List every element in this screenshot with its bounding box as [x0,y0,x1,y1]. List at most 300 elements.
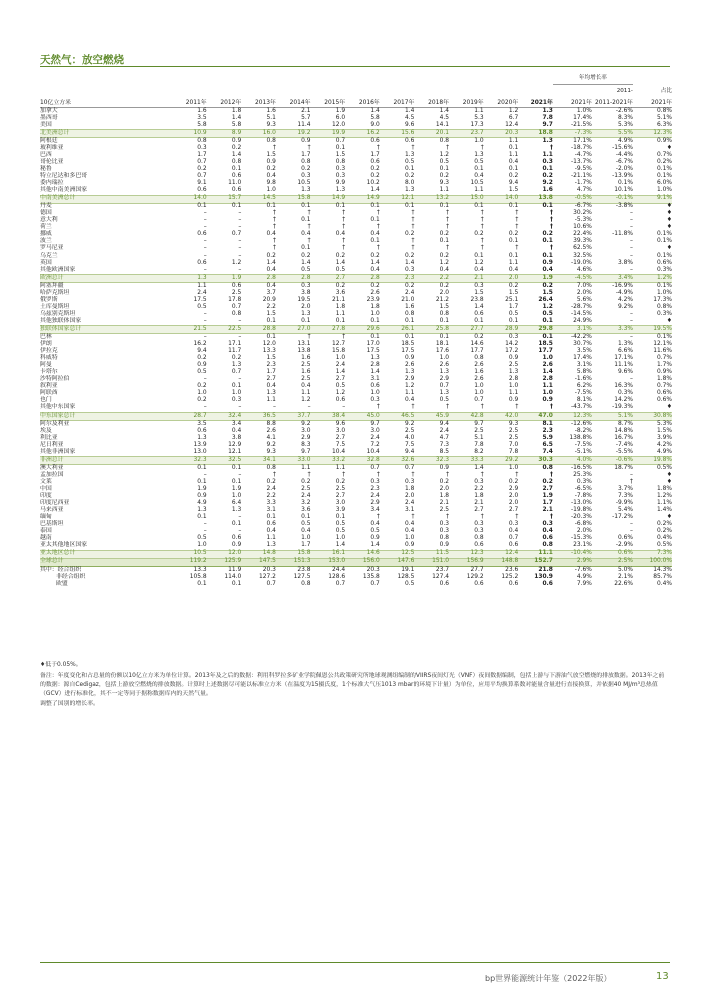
cell: 3.1 [266,507,276,514]
cell: 0.2 [405,282,415,289]
table-row [40,318,672,326]
cell: 1.6 [301,369,311,376]
cell: 0.6 [335,397,346,404]
note-legend: ♦低于0.05%。 [40,662,82,668]
cell: 0.3 [508,334,519,341]
cell: 19.5 [297,296,311,303]
row-label: 波兰 [40,238,52,245]
cell: – [238,317,242,324]
cell: – [238,471,242,478]
cell: 1.0 [474,390,484,397]
cell: 14.6 [345,550,380,558]
row-label: 也门 [40,397,52,404]
cell: 0.1 [335,514,346,521]
cell: † [272,238,276,245]
cell: 0.1 [231,203,242,210]
cell: 0.1 [508,238,519,245]
cell: 0.3 [335,172,346,179]
cell: † [342,471,346,478]
cell: 1.2% [633,275,672,283]
cell: 2.0 [439,486,450,492]
cell: 1.9 [335,107,346,114]
table-row [40,405,672,413]
cell: 0.2 [335,252,346,259]
cell: 1.0 [542,355,553,362]
cell: † [411,144,415,151]
cell: † [342,224,346,231]
cell: 2.1 [474,500,484,507]
cell: 0.1% [657,282,672,289]
cell: 1.3 [439,390,450,397]
cell: 26.1 [380,326,415,334]
cell: 9.6 [405,121,415,128]
cell: 14.3% [653,566,672,573]
row-label: 澳大利亚 [40,464,64,471]
cell: 0.2% [657,528,672,535]
cell: † [411,217,415,224]
cell: 4.7 [439,434,450,441]
cell: 2.7 [508,507,519,514]
cell: 17.8 [228,296,242,303]
note-adjust: 调整了国别的增长率。 [40,700,99,707]
cell: 0.2 [266,252,276,259]
cell: 1.8 [439,493,450,500]
cell: 0.3 [474,282,484,289]
cell: 5.1 [266,114,276,121]
cell: 15.8 [276,195,311,203]
cell: ♦ [666,203,672,210]
cell: 0.5 [405,158,415,165]
cell: † [515,224,519,231]
cell: 2.6 [370,289,380,296]
cell: 20.3 [262,566,276,573]
cell: 0.1 [508,165,519,172]
cell: 28.8 [241,326,276,334]
cell: 0.1 [370,317,380,324]
cell: -7.5% [574,441,592,448]
cell: 0.3 [370,397,380,404]
cell: 0.1 [231,464,242,471]
cell: 13.8 [297,348,311,355]
cell: 13.3 [193,566,207,573]
cell: 1.3 [231,507,242,514]
cell: 19.9 [311,130,346,138]
cell: 8.0 [405,180,415,187]
cell: 18.1 [435,341,450,348]
cell: -11.8% [612,231,633,238]
cell: 19.5% [633,326,672,334]
year-header: 2019年 [449,95,484,108]
cell: 0.8 [474,355,484,362]
cell: 13.3 [262,348,276,355]
row-label: 美国 [40,121,52,128]
cell: 0.2 [231,355,242,362]
cell: 16.1 [311,550,346,558]
cell: 2.8 [345,275,380,283]
cell: 2.4 [405,500,415,507]
cell: 0.1 [335,144,346,151]
cell: 1.4% [657,507,672,514]
cell: 6.0 [335,114,346,121]
cell: 5.8 [231,121,242,128]
cell: 0.1 [474,317,484,324]
cell: 18.5 [538,341,553,348]
cell: 0.9 [542,259,553,266]
cell: 0.5 [542,310,553,317]
cell: 17.7 [538,348,553,355]
cell: 3.7% [617,486,633,492]
table-row [40,421,672,429]
cell: 0.4 [370,231,380,238]
cell: – [203,528,207,535]
cell: † [446,224,450,231]
cell: 0.7 [197,172,207,179]
row-label: 埃及 [40,427,52,434]
cell: 0.1% [617,180,633,187]
cell: 0.1 [301,514,311,521]
cell: 10.4 [366,448,380,455]
cell: -10.4% [553,550,592,558]
cell: 2.2 [266,493,276,500]
cell: – [238,514,242,521]
cell: 6.4 [231,500,242,507]
cell: 0.6 [197,187,207,194]
cell: 9.6 [335,420,346,427]
cell: 1.1 [335,464,346,471]
cell: 1.8% [657,486,672,492]
cell: 12.9 [228,441,242,448]
cell: ♦ [666,471,672,478]
cell: 1.9 [231,486,242,492]
cell: 0.2% [657,521,672,528]
cell: 12.3% [553,412,592,420]
cell: 1.0 [474,137,484,144]
cell: 0.3 [301,282,311,289]
total-row [40,275,672,283]
cell: 0.9 [439,542,450,549]
cell: 12.0 [262,341,276,348]
cell: † [411,224,415,231]
cell: 21.0 [401,296,415,303]
total-row [40,195,672,203]
cell: 7.8 [508,448,519,455]
cell: 0.1 [335,203,346,210]
cell: 34.1 [241,457,276,465]
row-label: 卡塔尔 [40,369,58,376]
cell: 0.9 [508,397,519,404]
cell: 0.1 [266,203,276,210]
cell: 0.9 [405,542,415,549]
cell: 47.0 [518,412,553,420]
cell: 2.5 [231,289,242,296]
cell: † [549,471,553,478]
cell: 1.5% [657,427,672,434]
cell: 138.8% [569,434,592,441]
cell: 33.2 [311,457,346,465]
cell: 0.1 [474,203,484,210]
cell: -13.9% [612,172,633,179]
cell: 2.1 [439,500,450,507]
cell: 1.0 [370,310,380,317]
cell: -3.8% [615,203,633,210]
cell: 0.8 [542,464,553,471]
cell: 0.1 [508,203,519,210]
cell: 1.0 [231,390,242,397]
cell: 13.8 [518,195,553,203]
cell: 0.1 [370,217,380,224]
cell: 0.2 [370,282,380,289]
cell: 1.9 [207,275,242,283]
year-header: 2013年 [241,95,276,108]
cell: 105.8 [189,573,207,580]
cell: 0.3 [542,158,553,165]
cell: -4.5% [553,275,592,283]
cell: 0.6 [508,542,519,549]
row-label: 其他欧洲国家 [40,266,76,273]
cell: 1.3 [370,355,380,362]
cell: 0.2 [508,231,519,238]
cell: – [238,238,242,245]
cell: 0.3 [474,528,484,535]
cell: 17.0 [366,341,380,348]
cell: 0.4 [266,172,276,179]
cell: 17.5 [366,348,380,355]
share-pre: 占比 [660,88,672,95]
cell: 0.1 [197,514,207,521]
cell: 9.2 [266,441,276,448]
cell: 0.1% [657,334,672,341]
cell: 19.2 [276,130,311,138]
cell: 11.9 [228,566,242,573]
cell: 32.5 [207,457,242,465]
cell: 0.5 [197,303,207,310]
cell: 0.1 [474,252,484,259]
table-row [40,188,672,196]
cell: † [549,224,553,231]
cell: – [203,404,207,411]
cell: – [630,210,633,217]
cell: 0.2 [197,397,207,404]
cell: 1.4 [231,114,242,121]
cell: -7.4% [615,441,633,448]
cell: 8.5 [439,448,450,455]
cell: 2.6 [474,362,484,369]
cell: † [480,514,484,521]
cell: 0.1 [542,334,553,341]
row-label: 委内瑞拉 [40,180,64,187]
cell: 3.1 [405,507,415,514]
footer-rule [40,962,670,963]
cell: 0.4 [370,266,380,273]
cell: 125.2 [501,573,519,580]
cell: 2.5 [508,434,519,441]
cell: -9.5% [574,165,592,172]
cell: -19.3% [612,404,633,411]
cell: 9.0 [370,121,380,128]
cell: 2.7 [311,275,346,283]
cell: 0.3 [439,521,450,528]
notes [40,661,670,709]
cell: 0.9% [657,137,672,144]
cell: 0.1 [508,252,519,259]
cell: 5.5% [592,130,633,138]
cell: 1.7 [197,151,207,158]
cell: 3.6 [301,507,311,514]
cell: 1.1 [508,390,519,397]
cell: † [342,210,346,217]
footer-book-title: bp世界能源统计年鉴（2022年版） [485,974,612,983]
cell: 2.9 [370,500,380,507]
row-label: 尼日利亚 [40,441,64,448]
cell: 14.9 [311,195,346,203]
cell: 0.1 [542,252,553,259]
cell: 1.0 [197,542,207,549]
cell: 1.6 [266,107,276,114]
cell: 148.8 [484,558,519,566]
cell: 0.8 [301,158,311,165]
cell: † [446,217,450,224]
cell: † [272,471,276,478]
cell: 0.7 [266,580,276,587]
cell: – [203,238,207,245]
cell: 0.3 [301,172,311,179]
cell: 3.2 [301,500,311,507]
unit-label: 10亿立方米 [40,95,172,108]
cell: 0.2 [405,231,415,238]
cell: 16.2 [345,130,380,138]
cell: 3.5 [197,114,207,121]
row-label: 巴基斯坦 [40,521,64,528]
cell: 2.3 [542,427,553,434]
cell: 1.7 [301,542,311,549]
cell: † [630,478,633,485]
cell: 0.1 [335,317,346,324]
cell: 0.4 [335,231,346,238]
cell: 0.2 [439,478,450,485]
cell: – [238,376,242,383]
cell: – [630,217,633,224]
cell: 0.1% [657,252,672,259]
cell: † [480,217,484,224]
cell: 8.7% [617,420,633,427]
cell: 1.5 [542,289,553,296]
cell: 1.7 [542,500,553,507]
cell: -18.7% [571,144,592,151]
cell: 0.9 [301,137,311,144]
cell: 1.3 [301,187,311,194]
cell: 156.0 [345,558,380,566]
cell: 0.1 [508,317,519,324]
cell: 13.9 [193,441,207,448]
cell: 14.2% [614,397,633,404]
cell: † [342,217,346,224]
cell: 1.9 [197,486,207,492]
cell: 0.4 [542,266,553,273]
cell: 4.2% [657,441,672,448]
cell: 2.0% [576,528,592,535]
cell: 147.5 [241,558,276,566]
cell: 1.1 [542,151,553,158]
cell: 2.6 [439,362,450,369]
cell: 10.4 [332,448,346,455]
cell: † [411,514,415,521]
cell: 30.2% [573,210,592,217]
cell: 2.1% [617,573,633,580]
cell: 0.4 [301,383,311,390]
cell: 4.0 [405,434,415,441]
cell: 19.8% [633,457,672,465]
cell: – [342,404,346,411]
cell: ♦ [666,245,672,252]
cell: 30.7% [573,341,592,348]
cell: 1.3 [542,107,553,114]
cell: 0.7 [508,535,519,542]
total-row [40,412,672,420]
cell: 1.7 [508,303,519,310]
page-title: 天然气：放空燃烧 [40,54,124,66]
cell: 1.1 [266,535,276,542]
row-label: 玻利维亚 [40,144,64,151]
cell: 0.8 [439,137,450,144]
cell: 22.6% [614,580,633,587]
cell: 3.7 [266,289,276,296]
cell: † [549,144,553,151]
cell: 0.7 [231,303,242,310]
cell: 0.1 [301,245,311,252]
cell: 0.5 [474,158,484,165]
cell: – [203,334,207,341]
cell: 2.9 [439,376,450,383]
cell: -5.5% [615,448,633,455]
cell: 0.9 [197,362,207,369]
cell: 23.8 [297,566,311,573]
cell: 0.2 [439,252,450,259]
cell: 17.2 [505,348,519,355]
row-label: 北美洲总计 [40,130,172,138]
cell: 2.4 [335,362,346,369]
cell: † [342,334,346,341]
row-label: 伊拉克 [40,348,58,355]
cell: 8.3 [301,441,311,448]
cell: ♦ [666,514,672,521]
cell: 6.3% [657,121,672,128]
cell: 0.7% [657,151,672,158]
cell: 3.0 [335,427,346,434]
cell: 18.5 [401,341,415,348]
row-label: 哥伦比亚 [40,158,64,165]
cell: 0.7 [335,137,346,144]
cell: 21.5 [172,326,207,334]
cell: 4.5 [405,114,415,121]
cell: ♦ [666,478,672,485]
cell: 9.9 [335,180,346,187]
row-label: 沙特阿拉伯 [40,376,70,383]
cell: – [203,252,207,259]
cell: † [515,210,519,217]
cell: 0.2 [474,334,484,341]
cell: -5.3% [574,217,592,224]
cell: 62.5% [573,245,592,252]
year-header: 2021年 [518,95,553,108]
cell: 0.2% [657,158,672,165]
year-header: 2015年 [311,95,346,108]
cell: 9.4 [439,420,450,427]
cell: 1.0 [370,390,380,397]
cell: 135.8 [362,573,380,580]
cell: 1.2% [657,493,672,500]
cell: † [411,404,415,411]
cell: -4.9% [615,289,633,296]
